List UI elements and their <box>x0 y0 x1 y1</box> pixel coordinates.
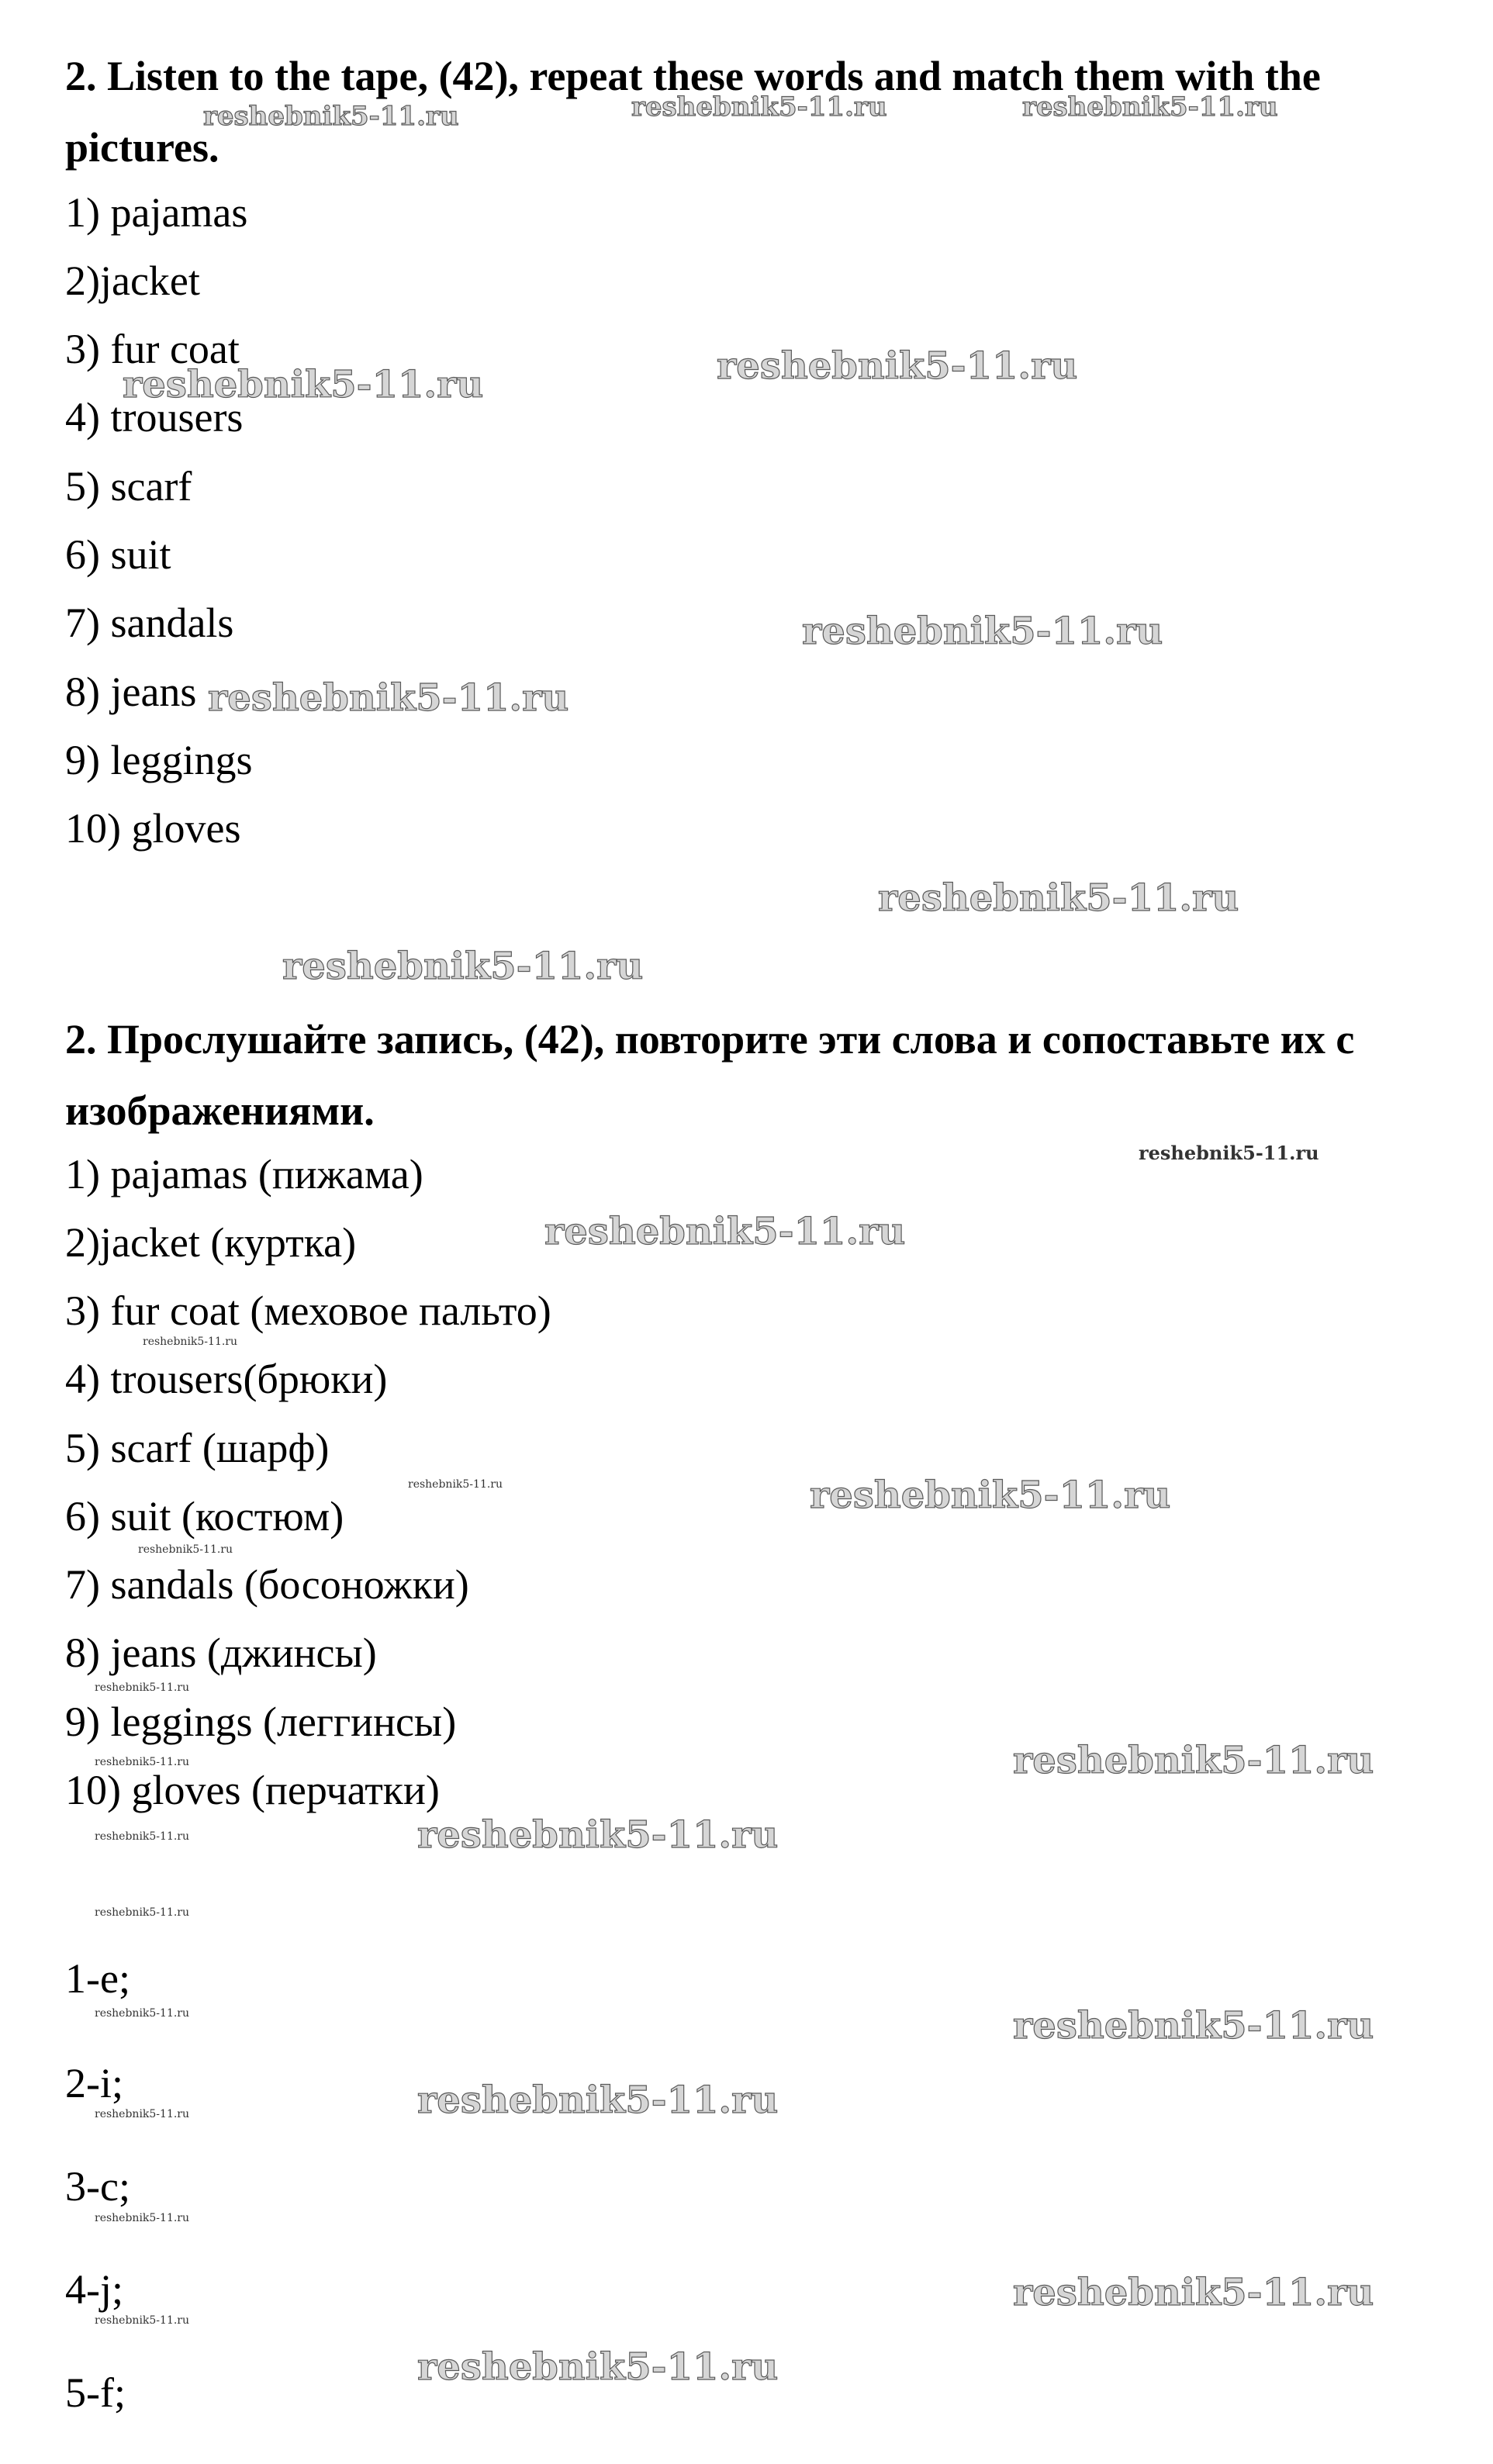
watermark: reshebnik5-11.ru <box>1013 2004 1374 2048</box>
watermark: reshebnik5-11.ru <box>810 1474 1171 1517</box>
word-item: 1) pajamas <box>65 189 248 236</box>
answer-item: 1-e; <box>65 1955 130 2002</box>
word-item-translated: 7) sandals (босоножки) <box>65 1561 469 1608</box>
watermark: reshebnik5-11.ru <box>95 1756 190 1768</box>
word-item: 4) trousers <box>65 394 244 441</box>
watermark: reshebnik5-11.ru <box>1139 1142 1319 1164</box>
word-item: 9) leggings <box>65 737 253 783</box>
watermark: reshebnik5-11.ru <box>1013 1739 1374 1782</box>
watermark: reshebnik5-11.ru <box>631 92 887 123</box>
watermark: reshebnik5-11.ru <box>95 1681 190 1694</box>
word-item-translated: 9) leggings (леггинсы) <box>65 1699 457 1745</box>
watermark: reshebnik5-11.ru <box>408 1478 503 1491</box>
watermark: reshebnik5-11.ru <box>1022 92 1278 123</box>
watermark: reshebnik5-11.ru <box>203 101 459 132</box>
watermark: reshebnik5-11.ru <box>95 2212 190 2224</box>
watermark: reshebnik5-11.ru <box>417 2079 779 2122</box>
exercise-heading-en: 2. Listen to the tape, (42), repeat these words and match them with the pictures. <box>65 53 1321 171</box>
watermark: reshebnik5-11.ru <box>544 1210 906 1253</box>
word-item: 3) fur coat <box>65 326 240 372</box>
watermark: reshebnik5-11.ru <box>208 676 569 720</box>
watermark: reshebnik5-11.ru <box>95 2007 190 2020</box>
answer-item: 5-f; <box>65 2369 126 2416</box>
word-item: 8) jeans <box>65 669 197 715</box>
word-item: 7) sandals <box>65 600 234 646</box>
word-item-translated: 8) jeans (джинсы) <box>65 1629 377 1676</box>
word-item-translated: 10) gloves (перчатки) <box>65 1767 440 1813</box>
watermark: reshebnik5-11.ru <box>95 2314 190 2327</box>
word-item-translated: 5) scarf (шарф) <box>65 1425 330 1471</box>
watermark: reshebnik5-11.ru <box>417 2345 779 2389</box>
answer-item: 2-i; <box>65 2060 123 2106</box>
exercise-heading-ru: 2. Прослушайте запись, (42), повторите эти слова и сопоставьте их с изображениями. <box>65 1016 1355 1134</box>
watermark: reshebnik5-11.ru <box>717 344 1078 388</box>
watermark: reshebnik5-11.ru <box>138 1543 233 1556</box>
watermark: reshebnik5-11.ru <box>95 1906 190 1919</box>
watermark: reshebnik5-11.ru <box>95 2108 190 2120</box>
watermark: reshebnik5-11.ru <box>878 876 1239 920</box>
word-item-translated: 3) fur coat (меховое пальто) <box>65 1287 551 1334</box>
word-item: 10) gloves <box>65 805 241 852</box>
answer-item: 4-j; <box>65 2266 123 2313</box>
word-item: 5) scarf <box>65 463 192 510</box>
word-item-translated: 6) suit (костюм) <box>65 1493 344 1540</box>
word-item-translated: 2)jacket (куртка) <box>65 1219 357 1266</box>
watermark: reshebnik5-11.ru <box>417 1813 779 1857</box>
watermark: reshebnik5-11.ru <box>123 363 484 406</box>
word-item: 2)jacket <box>65 257 200 304</box>
word-item-translated: 1) pajamas (пижама) <box>65 1151 423 1197</box>
word-item: 6) suit <box>65 531 171 578</box>
answer-item: 3-c; <box>65 2163 130 2210</box>
watermark: reshebnik5-11.ru <box>802 610 1163 653</box>
word-item-translated: 4) trousers(брюки) <box>65 1356 388 1402</box>
watermark: reshebnik5-11.ru <box>143 1336 238 1348</box>
watermark: reshebnik5-11.ru <box>1013 2271 1374 2314</box>
watermark: reshebnik5-11.ru <box>282 945 644 988</box>
watermark: reshebnik5-11.ru <box>95 1830 190 1843</box>
